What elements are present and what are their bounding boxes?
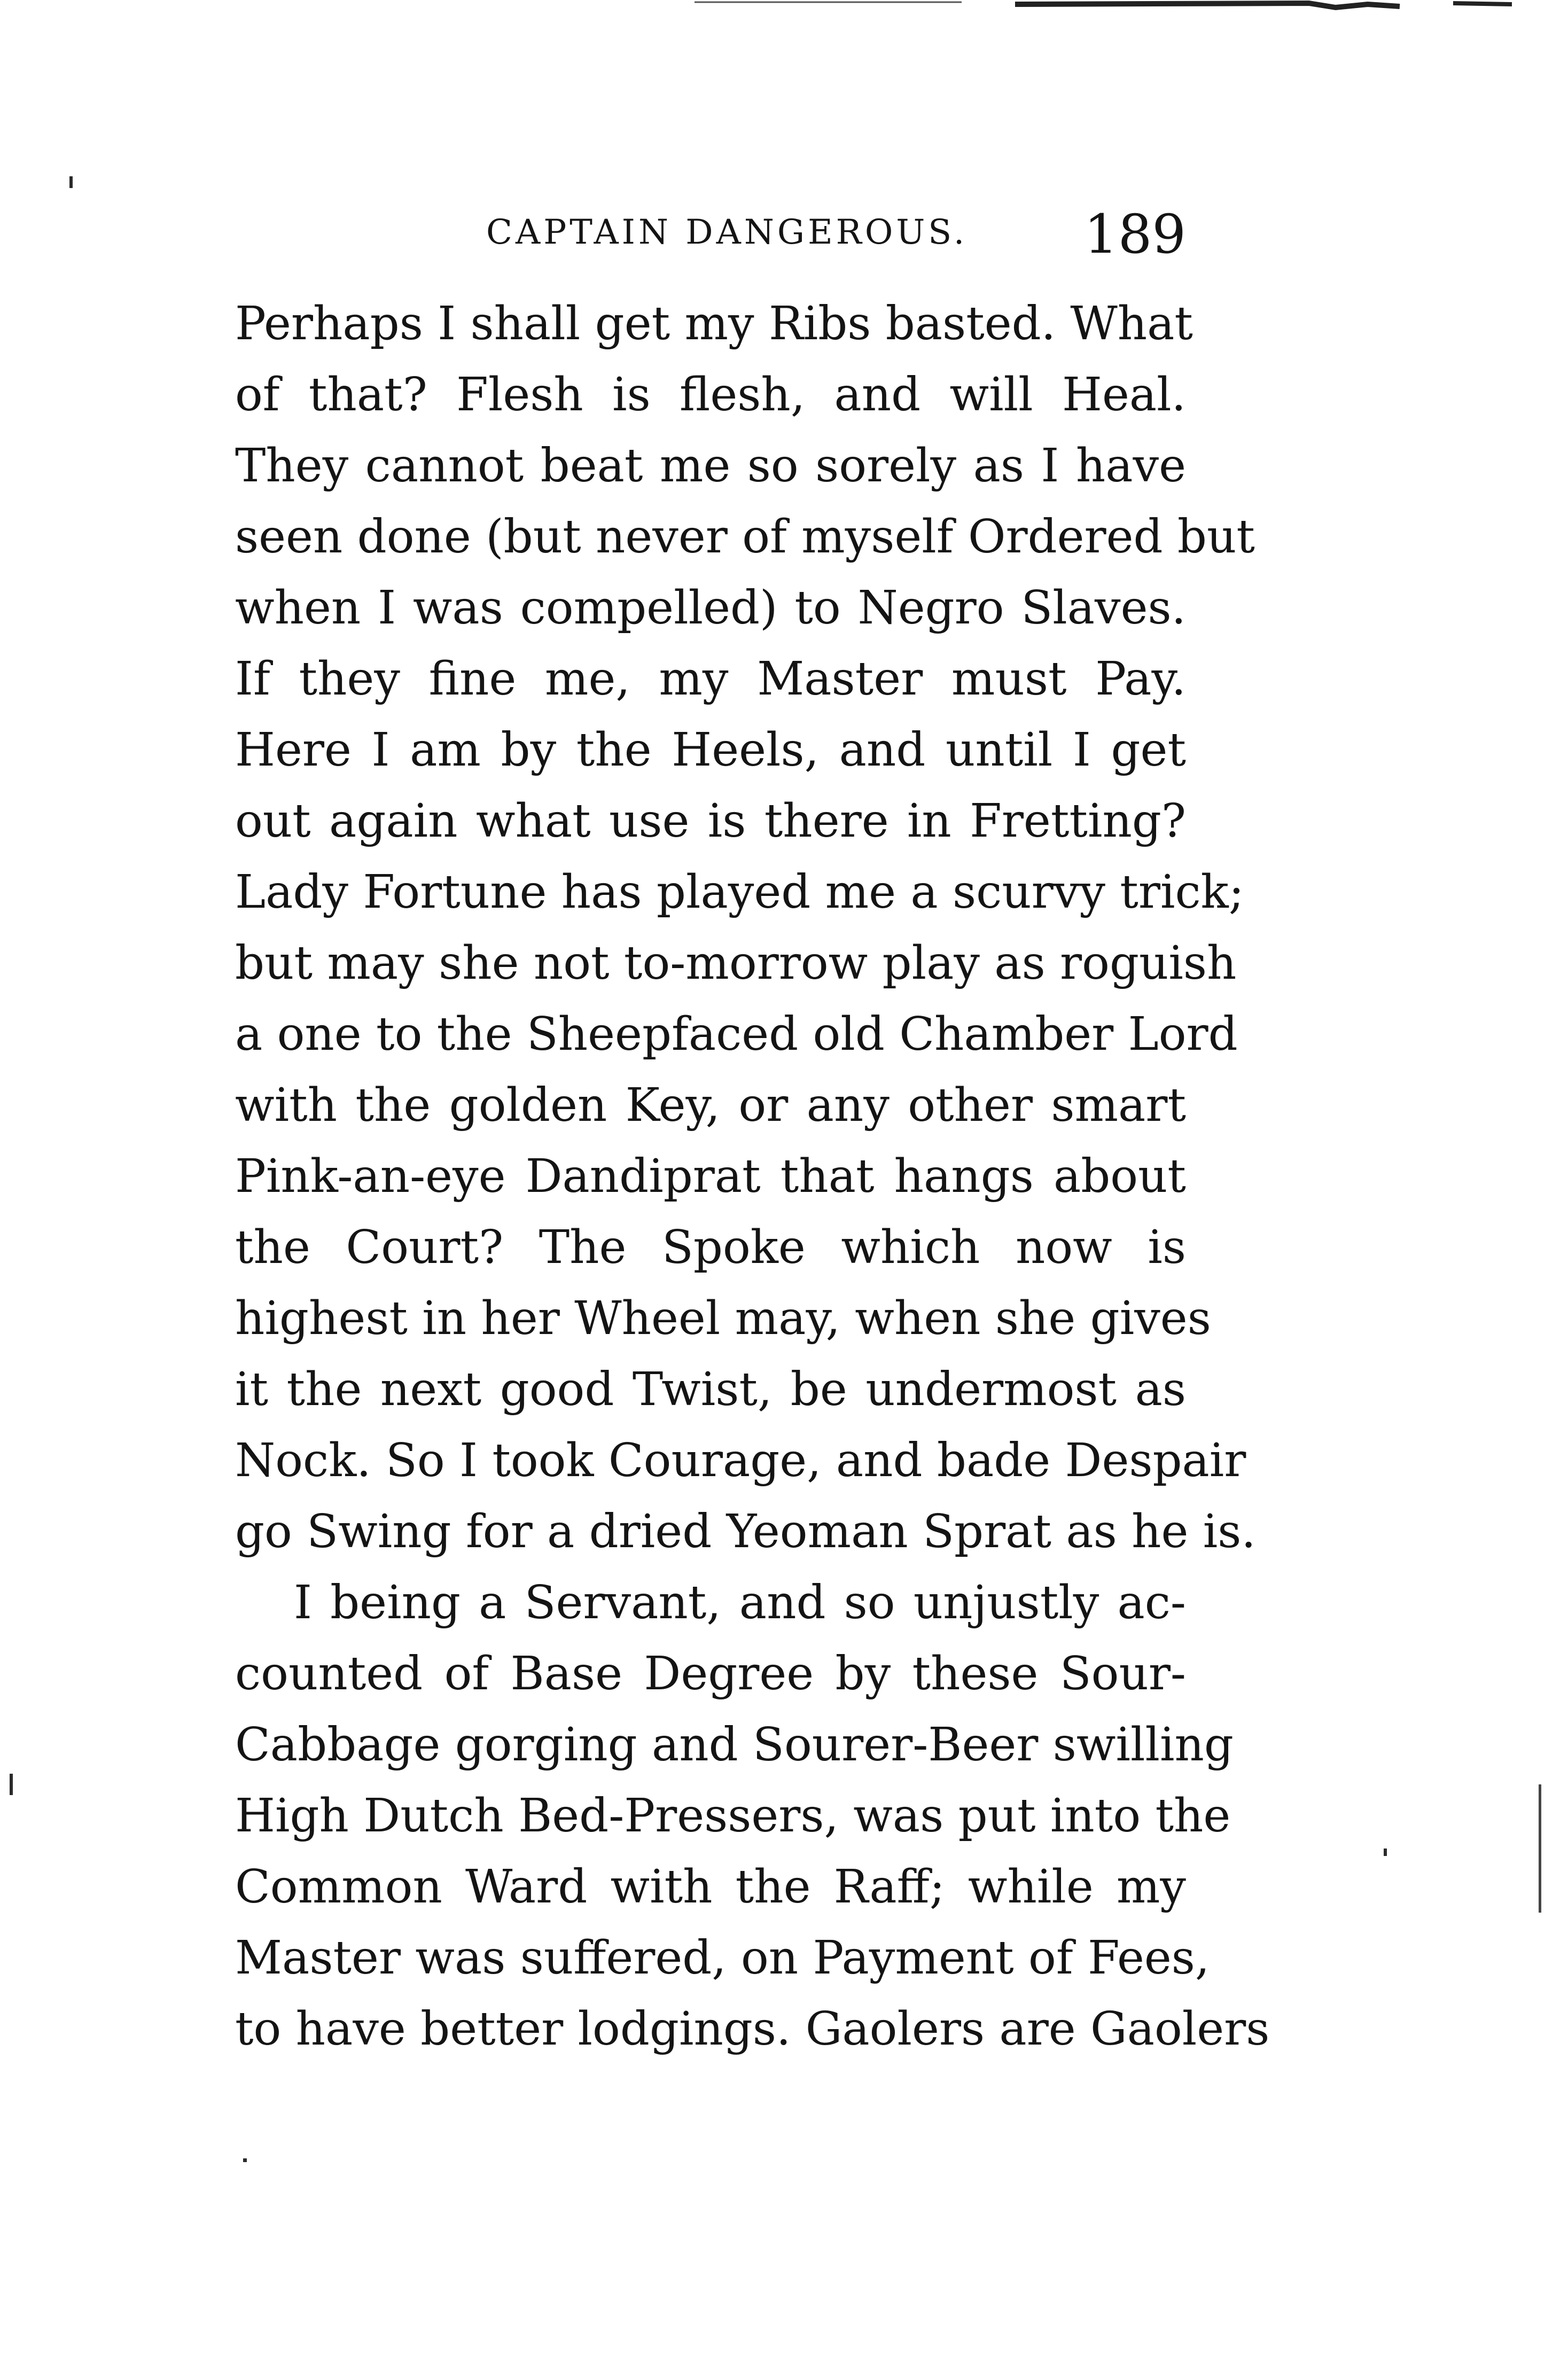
running-title: CAPTAIN DANGEROUS. <box>486 213 968 252</box>
text-line: counted of Base Degree by these Sour- <box>235 1647 1186 1701</box>
top-edge-scan-artifact <box>0 0 1568 21</box>
text-line: of that? Flesh is flesh, and will Heal. <box>235 368 1186 422</box>
text-line: the Court? The Spoke which now is <box>235 1221 1186 1274</box>
scan-speck <box>69 176 73 188</box>
text-line: Pink-an-eye Dandiprat that hangs about <box>235 1150 1186 1203</box>
text-line: a one to the Sheepfaced old Chamber Lord <box>235 1008 1238 1061</box>
scan-speck <box>243 2158 247 2162</box>
body-text <box>235 288 1270 2065</box>
text-line: Common Ward with the Raff; while my <box>235 1860 1186 1914</box>
text-line: when I was compelled) to Negro Slaves. <box>235 581 1186 635</box>
text-line: Cabbage gorging and Sourer-Beer swilling <box>235 1718 1234 1772</box>
text-line: out again what use is there in Fretting? <box>235 794 1186 848</box>
text-line: it the next good Twist, be undermost as <box>235 1363 1186 1416</box>
scan-speck <box>1539 1784 1541 1913</box>
text-line: They cannot beat me so sorely as I have <box>235 439 1186 493</box>
scan-speck <box>10 1774 13 1795</box>
text-line: Lady Fortune has played me a scurvy trick; <box>235 865 1244 919</box>
page-number: 189 <box>1084 203 1186 266</box>
text-line: to have better lodgings. Gaolers are Gaolers <box>235 2002 1270 2056</box>
text-line: Master was suffered, on Payment of Fees, <box>235 1931 1210 1985</box>
paragraph-first-line: I being a Servant, and so unjustly ac- <box>294 1576 1186 1629</box>
text-line: If they fine me, my Master must Pay. <box>235 652 1186 706</box>
text-line: Nock. So I took Courage, and bade Despair <box>235 1434 1246 1487</box>
text-line: Perhaps I shall get my Ribs basted. What <box>235 297 1193 350</box>
text-line: highest in her Wheel may, when she gives <box>235 1292 1211 1345</box>
text-line: High Dutch Bed-Pressers, was put into the <box>235 1789 1231 1843</box>
text-line: with the golden Key, or any other smart <box>235 1079 1186 1132</box>
text-line: Here I am by the Heels, and until I get <box>235 723 1186 777</box>
text-line: but may she not to-morrow play as roguish <box>235 937 1237 990</box>
page-header <box>235 203 1186 278</box>
text-line: go Swing for a dried Yeoman Sprat as he is. <box>235 1505 1256 1558</box>
text-line: seen done (but never of myself Ordered but <box>235 510 1255 564</box>
scan-speck <box>1384 1849 1387 1856</box>
